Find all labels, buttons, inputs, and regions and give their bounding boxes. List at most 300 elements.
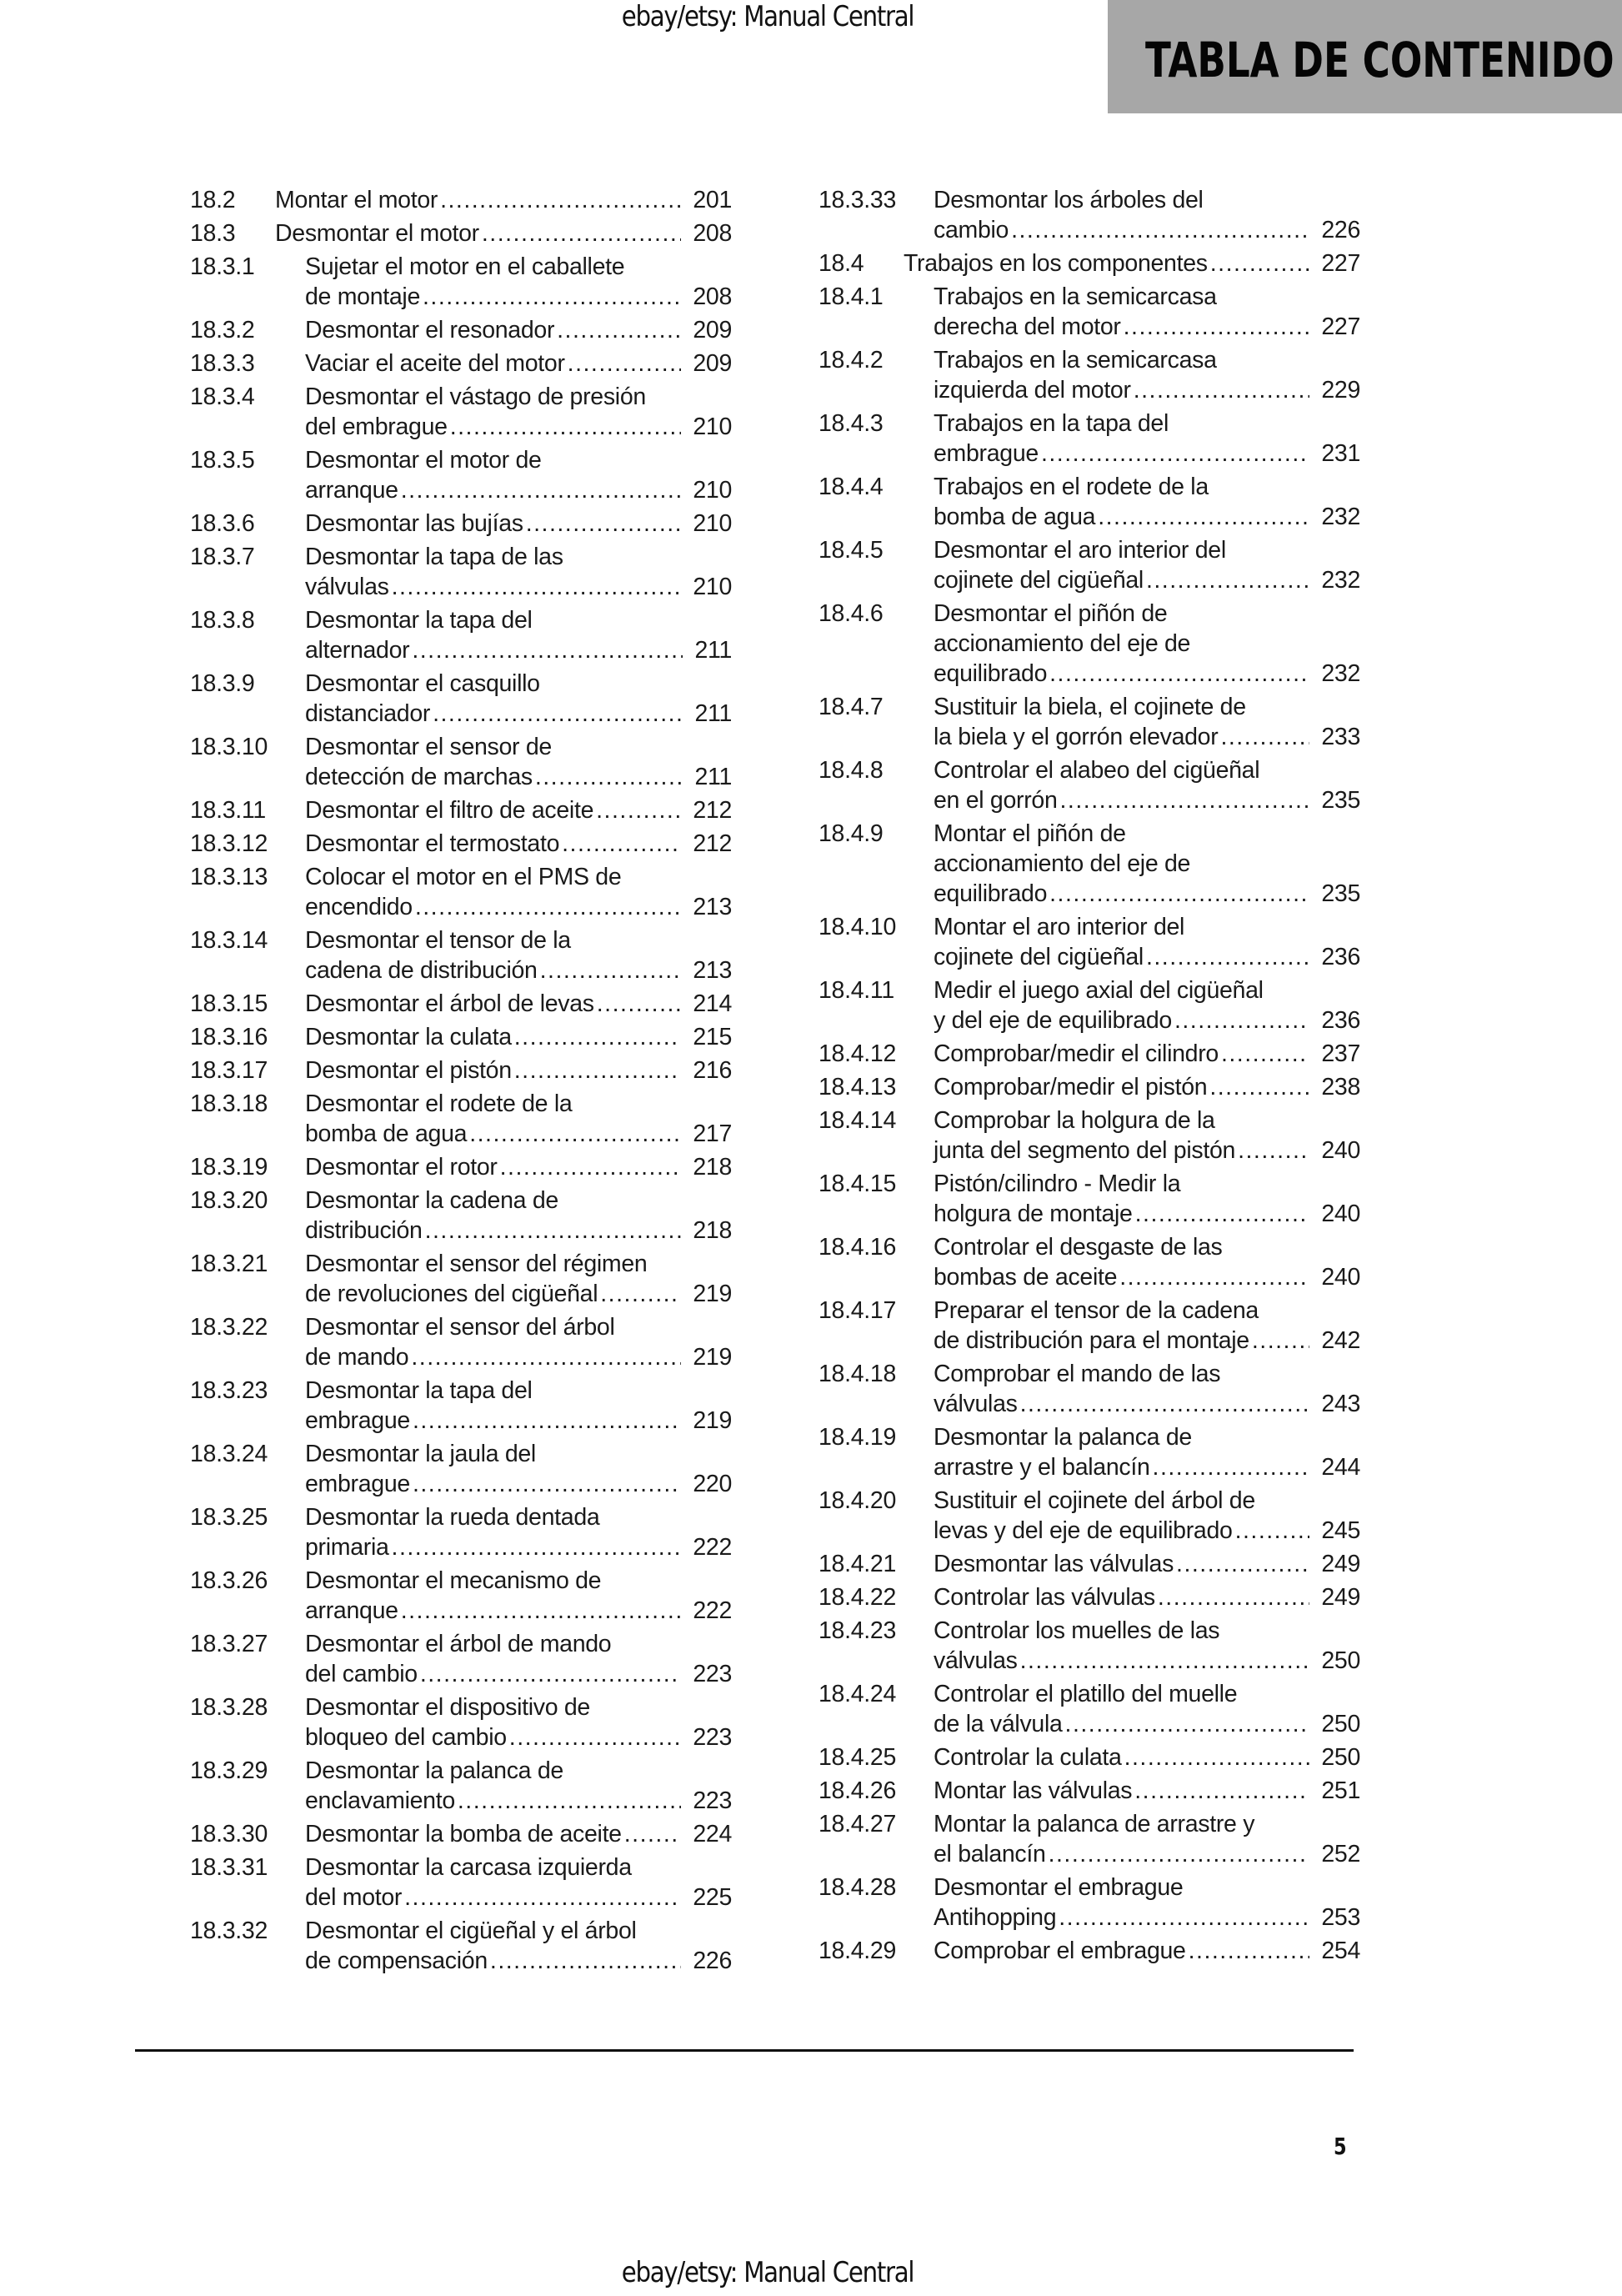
- toc-entry[interactable]: [819, 1039, 1360, 1069]
- toc-entry[interactable]: [819, 1359, 1360, 1419]
- toc-entry-last-line: [305, 282, 732, 312]
- toc-entry-title-line: Desmontar la rueda dentada: [305, 1504, 600, 1531]
- dot-leader: [526, 509, 682, 539]
- toc-entry-last-line: [934, 659, 1360, 689]
- watermark-top: ebay/etsy: Manual Central: [621, 0, 914, 33]
- watermark-bottom: ebay/etsy: Manual Central: [621, 2256, 914, 2289]
- dot-leader: [420, 1659, 682, 1689]
- toc-entry-body: [305, 252, 732, 312]
- page-title: TABLA DE CONTENIDO: [1145, 32, 1614, 88]
- dot-leader: [490, 1946, 681, 1976]
- toc-entry-body: [934, 692, 1360, 752]
- toc-entry-number: 18.2: [190, 187, 236, 213]
- toc-entry-number: 18.3.32: [190, 1918, 268, 1944]
- toc-entry-last-line: [275, 218, 732, 248]
- dot-leader: [413, 1469, 681, 1499]
- toc-entry[interactable]: [190, 605, 732, 665]
- dot-leader: [1119, 1262, 1309, 1292]
- toc-entry-body: [305, 1376, 732, 1436]
- toc-entry-body: [934, 819, 1360, 909]
- toc-entry-page: 251: [1321, 1777, 1360, 1804]
- toc-entry-title-line: Controlar las válvulas: [934, 1584, 1155, 1611]
- toc-entry-title-line: Desmontar el rodete de la: [305, 1090, 573, 1117]
- toc-entry-page: 240: [1321, 1137, 1360, 1164]
- dot-leader: [411, 1342, 681, 1372]
- toc-entry[interactable]: [190, 1055, 732, 1085]
- toc-entry[interactable]: [190, 542, 732, 602]
- toc-entry-number: 18.3.3: [190, 350, 255, 377]
- dot-leader: [568, 348, 682, 378]
- toc-entry-number: 18.3.18: [190, 1090, 268, 1117]
- toc-entry[interactable]: [190, 348, 732, 378]
- toc-entry-page: 220: [693, 1471, 732, 1497]
- toc-entry-title-line: Controlar el desgaste de las: [934, 1234, 1223, 1261]
- toc-entry-title-line: de revoluciones del cigüeñal: [305, 1281, 598, 1307]
- toc-entry-number: 18.4.24: [819, 1681, 896, 1707]
- toc-entry-last-line: [305, 699, 732, 729]
- toc-entry-page: 219: [693, 1407, 732, 1434]
- toc-entry-title-line: Medir el juego axial del cigüeñal: [934, 977, 1264, 1004]
- toc-entry-title-line: Vaciar el aceite del motor: [305, 350, 565, 377]
- toc-entry-number: 18.4: [819, 250, 864, 277]
- toc-entry-body: [934, 409, 1360, 469]
- toc-entry-page: 223: [693, 1724, 732, 1751]
- toc-entry-last-line: [305, 1659, 732, 1689]
- toc-entry-number: 18.3.26: [190, 1567, 268, 1594]
- toc-entry-title-line: cadena de distribución: [305, 957, 538, 984]
- toc-entry[interactable]: [190, 925, 732, 985]
- toc-entry[interactable]: [819, 599, 1360, 689]
- toc-entry[interactable]: [819, 1616, 1360, 1676]
- toc-entry-body: [934, 1582, 1360, 1612]
- toc-entry[interactable]: [190, 862, 732, 922]
- toc-entry-title-line: y del eje de equilibrado: [934, 1007, 1172, 1034]
- toc-entry[interactable]: [190, 382, 732, 442]
- toc-entry-title-line: Trabajos en la semicarcasa: [934, 283, 1217, 310]
- toc-entry-body: [934, 755, 1360, 815]
- toc-entry[interactable]: [190, 1312, 732, 1372]
- dot-leader: [1146, 942, 1309, 972]
- toc-entry-title-line: Desmontar el resonador: [305, 317, 555, 343]
- toc-entry[interactable]: [819, 1232, 1360, 1292]
- dot-leader: [1124, 1742, 1310, 1772]
- toc-entry-page: 224: [693, 1821, 732, 1847]
- dot-leader: [412, 635, 683, 665]
- toc-entry-page: 231: [1321, 440, 1360, 467]
- toc-entry-last-line: [934, 1516, 1360, 1546]
- toc-entry-number: 18.3.25: [190, 1504, 268, 1531]
- dot-leader: [596, 795, 681, 825]
- dot-leader: [1221, 1039, 1309, 1069]
- toc-entry[interactable]: [819, 345, 1360, 405]
- toc-entry[interactable]: [190, 669, 732, 729]
- toc-entry[interactable]: [190, 1692, 732, 1752]
- toc-entry-number: 18.3.19: [190, 1154, 268, 1181]
- toc-entry-last-line: [305, 1022, 732, 1052]
- dot-leader: [1020, 1389, 1310, 1419]
- toc-entry[interactable]: [190, 1439, 732, 1499]
- toc-entry-last-line: [305, 989, 732, 1019]
- toc-entry-title-line: Desmontar el rotor: [305, 1154, 498, 1181]
- toc-entry[interactable]: [819, 409, 1360, 469]
- toc-entry-title-line: Sustituir el cojinete del árbol de: [934, 1487, 1255, 1514]
- toc-entry-number: 18.3.6: [190, 510, 255, 537]
- toc-entry-last-line: [305, 955, 732, 985]
- toc-entry-title-line: Controlar el alabeo del cigüeñal: [934, 757, 1260, 784]
- toc-entry[interactable]: [819, 1679, 1360, 1739]
- toc-entry[interactable]: [190, 1186, 732, 1246]
- toc-entry-number: 18.4.17: [819, 1297, 896, 1324]
- toc-entry[interactable]: [819, 1422, 1360, 1482]
- toc-entry-number: 18.4.22: [819, 1584, 896, 1611]
- toc-entry-page: 250: [1321, 1647, 1360, 1674]
- toc-entry-title-line: Desmontar la tapa del: [305, 607, 533, 634]
- toc-entry-body: [305, 1089, 732, 1149]
- toc-entry[interactable]: [819, 1742, 1360, 1772]
- toc-entry-title-line: del motor: [305, 1884, 403, 1911]
- toc-entry-last-line: [934, 1742, 1360, 1772]
- toc-entry[interactable]: [819, 912, 1360, 972]
- toc-entry-last-line: [934, 375, 1360, 405]
- toc-entry-page: 214: [693, 990, 732, 1017]
- toc-entry[interactable]: [190, 218, 732, 248]
- toc-entry[interactable]: [819, 1549, 1360, 1579]
- toc-entry[interactable]: [819, 1296, 1360, 1356]
- toc-entry-last-line: [934, 722, 1360, 752]
- dot-leader: [450, 412, 682, 442]
- toc-entry[interactable]: [819, 819, 1360, 909]
- toc-entry-title-line: embrague: [305, 1471, 410, 1497]
- toc-entry-title-line: Comprobar el mando de las: [934, 1361, 1221, 1387]
- toc-entry[interactable]: [190, 315, 732, 345]
- toc-entry[interactable]: [190, 1819, 732, 1849]
- dot-leader: [1174, 1005, 1309, 1035]
- toc-entry-number: 18.3.29: [190, 1757, 268, 1784]
- toc-entry-title-line: junta del segmento del pistón: [934, 1137, 1236, 1164]
- toc-entry-last-line: [305, 412, 732, 442]
- dot-leader: [1041, 439, 1309, 469]
- toc-entry[interactable]: [819, 1809, 1360, 1869]
- toc-entry-title-line: Desmontar el mecanismo de: [305, 1567, 602, 1594]
- toc-entry-title-line: Desmontar el sensor del árbol: [305, 1314, 615, 1341]
- toc-entry-body: [305, 542, 732, 602]
- toc-entry-body: [305, 989, 732, 1019]
- toc-entry-number: 18.4.27: [819, 1811, 896, 1837]
- toc-entry-page: 212: [693, 797, 732, 824]
- toc-entry-number: 18.3.23: [190, 1377, 268, 1404]
- toc-entry-page: 233: [1321, 724, 1360, 750]
- toc-entry-last-line: [305, 892, 732, 922]
- toc-entry[interactable]: [190, 185, 732, 215]
- toc-entry-title-line: Desmontar el embrague: [934, 1874, 1184, 1901]
- toc-entry[interactable]: [819, 1582, 1360, 1612]
- toc-entry-last-line: [305, 1469, 732, 1499]
- toc-entry-title-line: Desmontar la tapa del: [305, 1377, 533, 1404]
- toc-entry-number: 18.4.20: [819, 1487, 896, 1514]
- toc-entry[interactable]: [190, 1152, 732, 1182]
- toc-entry-title-line: Montar la palanca de arrastre y: [934, 1811, 1255, 1837]
- toc-entry[interactable]: [190, 989, 732, 1019]
- toc-entry-body: [305, 1439, 732, 1499]
- toc-entry-title-line: Desmontar el árbol de mando: [305, 1631, 612, 1657]
- toc-entry-title-line: distanciador: [305, 700, 431, 727]
- toc-entry-title-line: Desmontar la palanca de: [305, 1757, 563, 1784]
- toc-entry[interactable]: [190, 1376, 732, 1436]
- dot-leader: [1059, 1902, 1309, 1933]
- toc-entry-body: [305, 1186, 732, 1246]
- toc-entry[interactable]: [190, 829, 732, 859]
- dot-leader: [1020, 1646, 1310, 1676]
- dot-leader: [600, 1279, 681, 1309]
- toc-entry-last-line: [934, 215, 1360, 245]
- toc-entry-title-line: arranque: [305, 1597, 398, 1624]
- toc-entry-body: [305, 348, 732, 378]
- toc-entry-body: [305, 315, 732, 345]
- toc-entry-page: 222: [693, 1534, 732, 1561]
- toc-entry-title-line: el balancín: [934, 1841, 1046, 1867]
- toc-entry-title-line: bloqueo del cambio: [305, 1724, 507, 1751]
- toc-entry-number: 18.3.14: [190, 927, 268, 954]
- toc-entry-title-line: Desmontar el aro interior del: [934, 537, 1226, 564]
- toc-entry[interactable]: [819, 755, 1360, 815]
- dot-leader: [1209, 1072, 1309, 1102]
- toc-entry-last-line: [934, 1709, 1360, 1739]
- toc-entry-body: [305, 509, 732, 539]
- dot-leader: [624, 1819, 682, 1849]
- toc-entry-body: [305, 925, 732, 985]
- toc-entry-body: [934, 1105, 1360, 1166]
- toc-entry-page: 219: [693, 1344, 732, 1371]
- toc-entry-page: 236: [1321, 944, 1360, 970]
- toc-entry-number: 18.3.10: [190, 734, 268, 760]
- toc-entry-body: [305, 605, 732, 665]
- toc-entry[interactable]: [819, 535, 1360, 595]
- toc-entry-page: 226: [693, 1948, 732, 1974]
- toc-entry-number: 18.4.13: [819, 1074, 896, 1100]
- dot-leader: [1060, 785, 1310, 815]
- toc-entry-page: 254: [1321, 1938, 1360, 1964]
- dot-leader: [1189, 1936, 1310, 1966]
- toc-entry[interactable]: [190, 1852, 732, 1912]
- toc-entry-last-line: [305, 1722, 732, 1752]
- toc-entry-last-line: [305, 1786, 732, 1816]
- toc-entry[interactable]: [190, 1916, 732, 1976]
- toc-entry-page: 208: [693, 283, 732, 310]
- toc-entry-page: 213: [693, 957, 732, 984]
- toc-entry[interactable]: [819, 1105, 1360, 1166]
- toc-entry[interactable]: [819, 248, 1360, 278]
- toc-entry-title-line: válvulas: [305, 574, 389, 600]
- toc-entry-body: [934, 1936, 1360, 1966]
- toc-entry[interactable]: [819, 185, 1360, 245]
- toc-entry-last-line: [934, 439, 1360, 469]
- toc-entry[interactable]: [190, 509, 732, 539]
- toc-entry-body: [305, 382, 732, 442]
- toc-entry-title-line: Trabajos en la tapa del: [934, 410, 1169, 437]
- toc-entry[interactable]: [190, 1629, 732, 1689]
- toc-entry-body: [305, 732, 732, 792]
- toc-entry-body: [934, 599, 1360, 689]
- toc-entry-page: 250: [1321, 1744, 1360, 1771]
- toc-entry-title-line: Desmontar el sensor del régimen: [305, 1251, 648, 1277]
- toc-entry-number: 18.4.23: [819, 1617, 896, 1644]
- toc-entry-number: 18.4.4: [819, 474, 884, 500]
- toc-entry-body: [305, 1692, 732, 1752]
- toc-entry-body: [305, 1312, 732, 1372]
- toc-entry-number: 18.3.4: [190, 384, 255, 410]
- toc-entry-number: 18.4.5: [819, 537, 884, 564]
- toc-entry[interactable]: [819, 1169, 1360, 1229]
- toc-entry-body: [934, 1422, 1360, 1482]
- toc-entry-page: 223: [693, 1787, 732, 1814]
- toc-entry-title-line: Desmontar los árboles del: [934, 187, 1204, 213]
- toc-entry[interactable]: [190, 1502, 732, 1562]
- toc-entry-title-line: Comprobar el embrague: [934, 1938, 1186, 1964]
- toc-entry-title-line: la biela y el gorrón elevador: [934, 724, 1219, 750]
- toc-entry-title-line: levas y del eje de equilibrado: [934, 1517, 1233, 1544]
- toc-entry-title-line: Comprobar/medir el cilindro: [934, 1040, 1219, 1067]
- toc-entry-last-line: [934, 1005, 1360, 1035]
- toc-entry-body: [305, 1916, 732, 1976]
- toc-entry-last-line: [305, 572, 732, 602]
- dot-leader: [1049, 879, 1309, 909]
- toc-entry-page: 229: [1321, 377, 1360, 404]
- toc-entry-title-line: del cambio: [305, 1661, 418, 1687]
- toc-entry-title-line: cojinete del cigüeñal: [934, 944, 1144, 970]
- toc-entry[interactable]: [190, 1089, 732, 1149]
- toc-entry-title-line: Desmontar la palanca de: [934, 1424, 1192, 1451]
- dot-leader: [469, 1119, 681, 1149]
- toc-entry-title-line: Desmontar la bomba de aceite: [305, 1821, 622, 1847]
- dot-leader: [597, 989, 682, 1019]
- toc-entry[interactable]: [190, 1249, 732, 1309]
- dot-leader: [440, 185, 681, 215]
- toc-entry-last-line: [934, 1646, 1360, 1676]
- toc-entry-last-line: [934, 1839, 1360, 1869]
- toc-entry-last-line: [275, 185, 732, 215]
- dot-leader: [514, 1055, 682, 1085]
- toc-entry-number: 18.4.6: [819, 600, 884, 627]
- toc-entry-number: 18.4.14: [819, 1107, 896, 1134]
- toc-entry-title-line: válvulas: [934, 1647, 1018, 1674]
- toc-entry-last-line: [305, 1279, 732, 1309]
- toc-entry-last-line: [934, 1072, 1360, 1102]
- toc-right-column: [819, 185, 1360, 1969]
- toc-entry-number: 18.3.11: [190, 797, 266, 824]
- toc-entry-number: 18.4.29: [819, 1938, 896, 1964]
- page-number: 5: [1333, 2133, 1347, 2160]
- toc-entry-number: 18.3.7: [190, 544, 255, 570]
- dot-leader: [1049, 1839, 1310, 1869]
- toc-entry-last-line: [305, 795, 732, 825]
- toc-entry[interactable]: [190, 1022, 732, 1052]
- toc-entry-body: [305, 1756, 732, 1816]
- toc-entry[interactable]: [190, 795, 732, 825]
- dot-leader: [1252, 1326, 1309, 1356]
- toc-entry-title-line: accionamiento del eje de: [934, 850, 1191, 877]
- toc-entry[interactable]: [819, 1872, 1360, 1933]
- dot-leader: [1135, 1199, 1310, 1229]
- toc-entry-body: [934, 1296, 1360, 1356]
- toc-entry[interactable]: [190, 1566, 732, 1626]
- toc-entry[interactable]: [190, 252, 732, 312]
- toc-entry-page: 253: [1321, 1904, 1360, 1931]
- dot-leader: [1134, 375, 1310, 405]
- toc-entry[interactable]: [190, 445, 732, 505]
- toc-entry-number: 18.4.3: [819, 410, 884, 437]
- toc-entry-number: 18.4.2: [819, 347, 884, 373]
- toc-entry-number: 18.4.28: [819, 1874, 896, 1901]
- toc-entry-title-line: bomba de agua: [934, 504, 1096, 530]
- toc-entry[interactable]: [819, 1936, 1360, 1966]
- toc-entry-page: 240: [1321, 1264, 1360, 1291]
- toc-entry-title-line: encendido: [305, 894, 413, 920]
- toc-entry-body: [934, 1616, 1360, 1676]
- toc-entry-last-line: [305, 475, 732, 505]
- toc-entry-title-line: Controlar la culata: [934, 1744, 1122, 1771]
- toc-entry-last-line: [305, 1596, 732, 1626]
- toc-entry-title-line: Desmontar el tensor de la: [305, 927, 571, 954]
- toc-entry[interactable]: [819, 975, 1360, 1035]
- dot-leader: [1011, 215, 1309, 245]
- toc-entry-last-line: [934, 1936, 1360, 1966]
- toc-entry-title-line: de la válvula: [934, 1711, 1063, 1737]
- toc-entry[interactable]: [819, 282, 1360, 342]
- toc-entry-title-line: Desmontar el casquillo: [305, 670, 540, 697]
- dot-leader: [413, 1406, 681, 1436]
- toc-entry-number: 18.4.12: [819, 1040, 896, 1067]
- toc-entry-last-line: [934, 502, 1360, 532]
- toc-entry-last-line: [305, 315, 732, 345]
- toc-entry-number: 18.3.16: [190, 1024, 268, 1050]
- toc-entry[interactable]: [819, 472, 1360, 532]
- dot-leader: [509, 1722, 682, 1752]
- toc-entry-title-line: cambio: [934, 217, 1009, 243]
- toc-entry-title-line: de mando: [305, 1344, 409, 1371]
- toc-entry-title-line: Desmontar el cigüeñal y el árbol: [305, 1918, 637, 1944]
- toc-entry[interactable]: [190, 1756, 732, 1816]
- toc-entry-title-line: Desmontar la culata: [305, 1024, 512, 1050]
- toc-entry[interactable]: [819, 1776, 1360, 1806]
- toc-entry-last-line: [934, 1135, 1360, 1166]
- dot-leader: [404, 1882, 681, 1912]
- toc-entry-title-line: Montar el piñón de: [934, 820, 1126, 847]
- toc-entry-title-line: Desmontar la jaula del: [305, 1441, 536, 1467]
- toc-entry-page: 244: [1321, 1454, 1360, 1481]
- toc-entry-body: [305, 445, 732, 505]
- toc-entry-page: 232: [1321, 567, 1360, 594]
- toc-entry[interactable]: [819, 692, 1360, 752]
- toc-entry-body: [934, 912, 1360, 972]
- toc-entry-last-line: [305, 509, 732, 539]
- toc-entry-title-line: enclavamiento: [305, 1787, 455, 1814]
- toc-entry-last-line: [305, 1152, 732, 1182]
- toc-entry-number: 18.3.13: [190, 864, 268, 890]
- toc-entry-last-line: [934, 1039, 1360, 1069]
- toc-entry-number: 18.4.19: [819, 1424, 896, 1451]
- toc-entry[interactable]: [190, 732, 732, 792]
- toc-entry-number: 18.3.24: [190, 1441, 268, 1467]
- toc-entry-body: [305, 1022, 732, 1052]
- toc-entry-body: [934, 1549, 1360, 1579]
- toc-entry-page: 210: [693, 414, 732, 440]
- toc-entry[interactable]: [819, 1486, 1360, 1546]
- dot-leader: [401, 1596, 682, 1626]
- toc-entry-title-line: accionamiento del eje de: [934, 630, 1191, 657]
- toc-entry-title-line: Desmontar la cadena de: [305, 1187, 558, 1214]
- dot-leader: [392, 1532, 682, 1562]
- toc-entry[interactable]: [819, 1072, 1360, 1102]
